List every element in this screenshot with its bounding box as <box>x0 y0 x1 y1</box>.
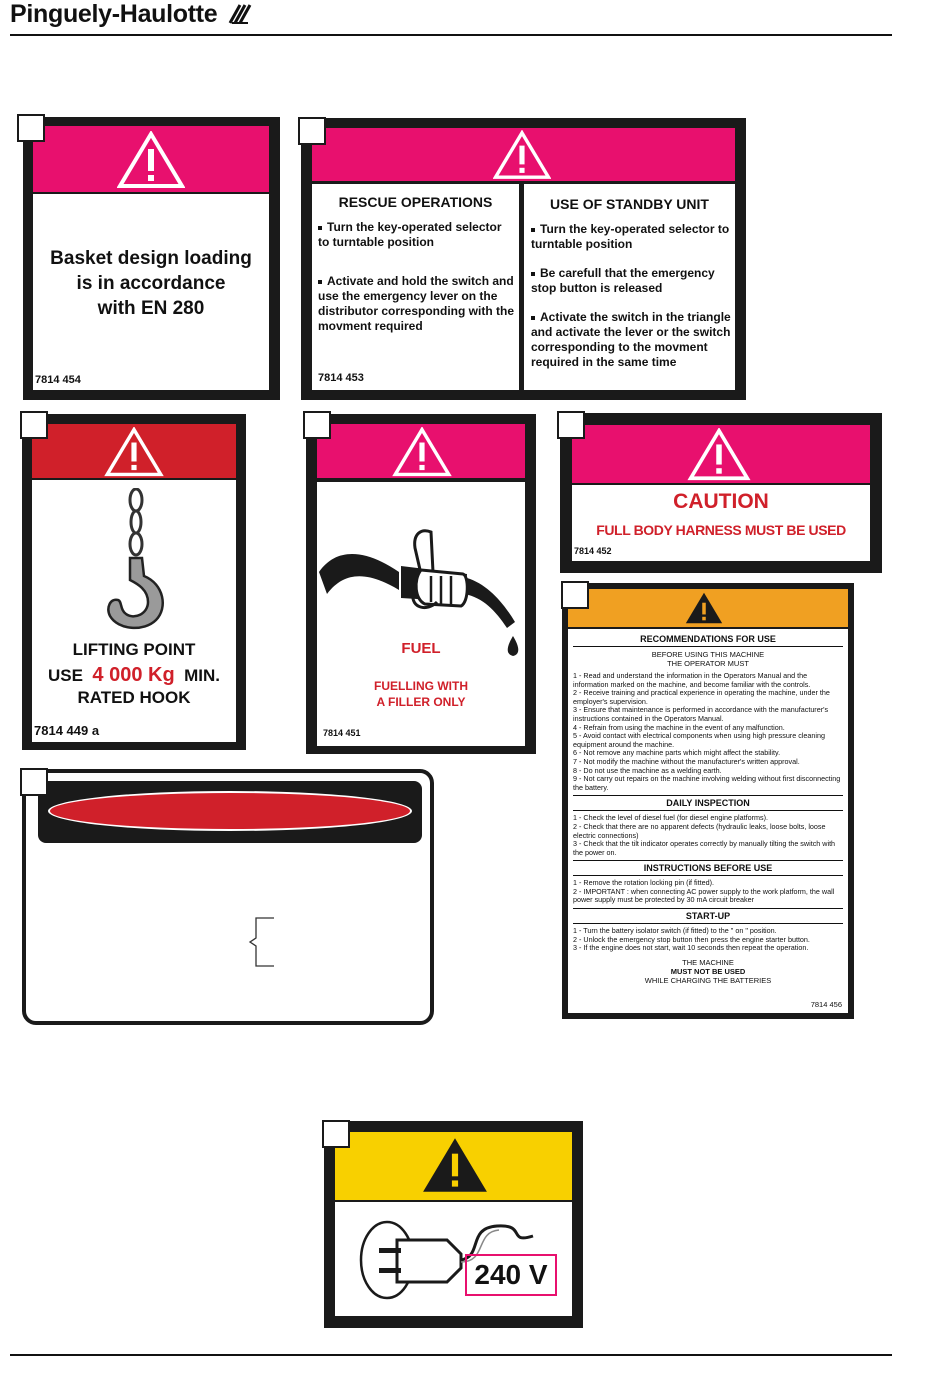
red-oval <box>48 791 412 831</box>
daily-inspection-title: DAILY INSPECTION <box>573 795 843 811</box>
standby-item: Activate the switch in the triangle and activate the lever or the switch corresponding to the movment required in the same time <box>531 310 731 369</box>
fuel-text-line: A FILLER ONLY <box>376 695 466 709</box>
bullet-icon <box>318 280 322 284</box>
warning-triangle-icon <box>682 591 726 625</box>
fuel-decal <box>306 414 536 754</box>
rescue-right-panel <box>524 184 735 390</box>
list-item: 7 - Not modify the machine without the manufacturer's written approval. <box>573 756 800 766</box>
start-up-title: START-UP <box>573 908 843 924</box>
caution-title: CAUTION <box>673 490 769 513</box>
rescue-title: RESCUE OPERATIONS <box>338 194 493 210</box>
checkbox-square <box>561 581 589 609</box>
list-item: 6 - Not remove any machine parts which might affect the stability. <box>573 748 781 758</box>
brand-logo-icon <box>228 3 254 25</box>
recommendations-panel <box>568 629 848 1013</box>
list-item: 1 - Turn the battery isolator switch (if fitted) to the " on " position. <box>573 926 777 936</box>
rescue-decal <box>301 118 746 400</box>
fuel-panel <box>317 482 525 746</box>
warning-triangle-icon <box>117 131 185 189</box>
fuel-nozzle-icon <box>317 510 525 660</box>
list-item: 5 - Avoid contact with electrical components when using high pressure cleaning equipment around the machine. <box>573 731 825 749</box>
lifting-panel <box>32 480 236 742</box>
bullet-icon <box>531 316 535 320</box>
bullet-icon <box>531 272 535 276</box>
basket-text-line: with EN 280 <box>97 298 205 319</box>
list-item: 2 - IMPORTANT : when connecting AC power supply to the work platform, the wall power supply must be protected by 30 mA circuit breaker <box>573 886 835 905</box>
basket-text-line: is in accordance <box>76 273 226 294</box>
list-item: 2 - Receive training and practical experience in operating the machine, under the employer's supervision. <box>573 688 830 706</box>
bullet-icon <box>318 226 322 230</box>
footer-line: THE MACHINE <box>682 957 734 967</box>
list-item: 3 - Check that the tilt indicator operates correctly by manually tilting the switch with the power on. <box>573 839 836 857</box>
list-item: 1 - Remove the rotation locking pin (if fitted). <box>573 878 715 888</box>
warning-triangle-icon <box>391 427 453 477</box>
lifting-title: LIFTING POINT <box>72 640 196 659</box>
warning-triangle-icon <box>420 1134 490 1196</box>
lifting-decal <box>22 414 246 750</box>
caution-message: FULL BODY HARNESS MUST BE USED <box>596 522 846 538</box>
voltage-decal <box>324 1121 583 1328</box>
part-code: 7814 456 <box>810 1000 842 1009</box>
standby-item: Turn the key-operated selector to turntable position <box>531 222 730 251</box>
warning-triangle-icon <box>493 130 551 180</box>
standby-item: Be carefull that the emergency stop button is released <box>531 266 715 295</box>
checkbox-square <box>303 411 331 439</box>
part-code: 7814 451 <box>323 728 361 738</box>
part-code: 7814 453 <box>318 372 364 384</box>
list-item: 9 - Not carry out repairs on the machine involving welding without first disconnecting the battery. <box>573 774 841 792</box>
header-rule <box>10 34 892 36</box>
list-item: 3 - If the engine does not start, wait 10 seconds then repeat the operation. <box>573 943 809 953</box>
voltage-panel <box>335 1202 572 1316</box>
warning-triangle-icon <box>687 428 751 481</box>
standby-title: USE OF STANDBY UNIT <box>550 196 709 212</box>
checkbox-square <box>322 1120 350 1148</box>
caution-panel <box>572 485 870 561</box>
footer-line: MUST NOT BE USED <box>670 966 746 976</box>
list-item: 1 - Read and understand the information in the Operators Manual and the information marked on the machine, and become familiar with the controls. <box>573 671 811 689</box>
voltage-label: 240 V <box>465 1254 557 1296</box>
intro-line: THE OPERATOR MUST <box>667 659 749 668</box>
warning-triangle-icon <box>102 427 166 477</box>
list-item: 4 - Refrain from using the machine in the event of any malfunction. <box>573 722 785 732</box>
rescue-item: Turn the key-operated selector to turntable position <box>318 220 502 249</box>
fuel-text-line: FUELLING WITH <box>374 679 468 693</box>
rescue-left-panel <box>312 184 519 390</box>
load-value: 4 000 Kg <box>92 664 175 686</box>
before-use-title: INSTRUCTIONS BEFORE USE <box>573 860 843 876</box>
brand-title: Pinguely-Haulotte <box>10 0 254 29</box>
brace-icon <box>248 916 278 968</box>
basket-text-line: Basket design loading <box>50 248 252 269</box>
bullet-icon <box>531 228 535 232</box>
caution-decal <box>560 413 882 573</box>
basket-decal <box>23 117 280 400</box>
recommendations-decal <box>562 583 854 1019</box>
lifting-load-line: USE 4 000 Kg MIN. <box>47 664 221 686</box>
checkbox-square <box>557 411 585 439</box>
list-item: 1 - Check the level of diesel fuel (for diesel engine platforms). <box>573 813 768 823</box>
part-code: 7814 449 a <box>34 723 100 738</box>
rescue-item: Activate and hold the switch and use the emergency lever on the distributor corresponding with the movment required <box>318 274 514 333</box>
checkbox-square <box>20 768 48 796</box>
list-item: 8 - Do not use the machine as a welding earth. <box>573 765 722 775</box>
list-item: 2 - Check that there are no apparent defects (hydraulic leaks, loose bolts, loose electric connections) <box>573 821 826 840</box>
basket-panel <box>33 194 269 390</box>
checkbox-square <box>20 411 48 439</box>
footer-rule <box>10 1354 892 1356</box>
list-item: 2 - Unlock the emergency stop button then press the engine starter button. <box>573 934 810 944</box>
part-code: 7814 452 <box>574 546 612 556</box>
blank-decal <box>22 769 434 1025</box>
list-item: 3 - Ensure that maintenance is performed in accordance with the manufacturer's instructions contained in the Operators Manual. <box>573 705 829 723</box>
recommendations-title: RECOMMENDATIONS FOR USE <box>573 632 843 647</box>
lifting-hook-label: RATED HOOK <box>77 688 191 707</box>
footer-line: WHILE CHARGING THE BATTERIES <box>644 975 772 985</box>
checkbox-square <box>17 114 45 142</box>
hook-icon <box>96 488 176 638</box>
intro-line: BEFORE USING THIS MACHINE <box>651 650 765 659</box>
fuel-title: FUEL <box>401 640 441 657</box>
checkbox-square <box>298 117 326 145</box>
part-code: 7814 454 <box>35 374 81 386</box>
